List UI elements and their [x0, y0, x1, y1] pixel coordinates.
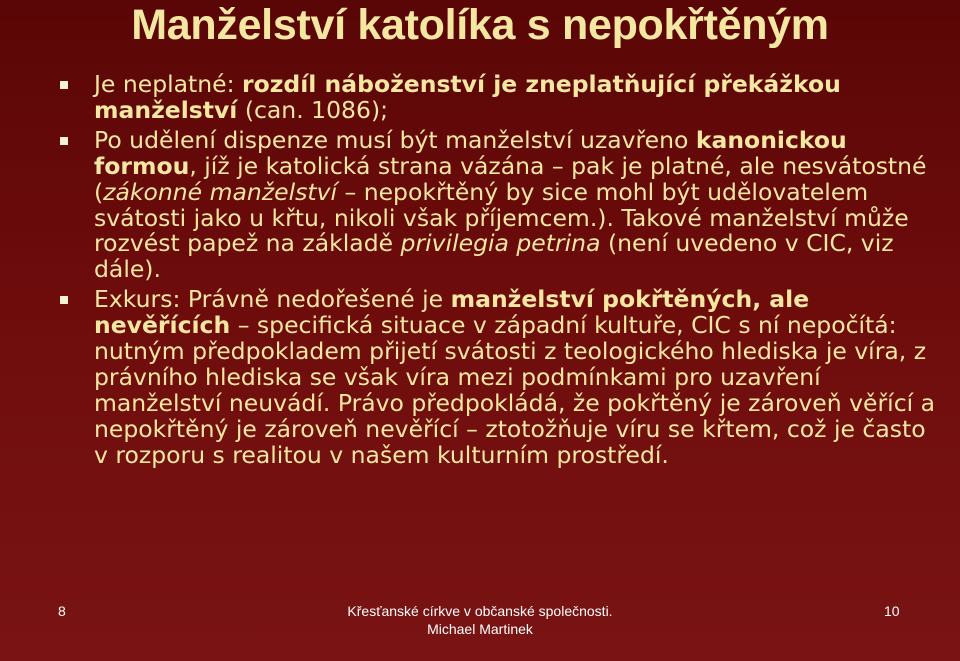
bullet-text-segment: (can. 1086); — [237, 95, 389, 124]
bullet-text-bold: manželství pokřtěných, ale nevěřících — [94, 285, 810, 340]
bullet-item — [58, 287, 938, 468]
slide-content — [58, 72, 938, 469]
slide-title: Manželství katolíka s nepokřtěným — [131, 1, 829, 49]
footer-course-title: Křesťanské církve v občanské společnosti. — [347, 603, 613, 619]
bullet-text-italic: zákonné manželství — [103, 177, 338, 206]
bullet-text-italic: privilegia petrina — [400, 229, 601, 258]
bullet-text-segment: Je neplatné: — [94, 70, 243, 98]
bullet-text-bold: rozdíl náboženství je zneplatňující překážkou manželství — [94, 70, 841, 124]
bullet-text-segment: – specifická situace v západní kultuře, CIC s ní nepočítá: nutným předpokladem přijetí svátosti z teologického hlediska je víra, z právního hlediska se však víra mezi podmínkami pro uzavření manželství neuvádí. Právo předpokládá, že pokřtěný je zároveň věřící a nepokřtěný je zároveň nevěřící – ztotožňuje víru se křtem, což je často v rozporu s realitou v našem kulturním prostředí. — [94, 311, 936, 469]
bullet-item — [58, 125, 938, 284]
bullet-text-segment: Po udělení dispenze musí být manželství uzavřeno — [94, 125, 696, 154]
bullet-square-icon — [60, 137, 68, 145]
bullet-text-segment: (není uvedeno v CIC, viz dále). — [94, 229, 894, 284]
bullet-text-segment: , jíž je katolická strana vázána – pak je platné, ale nesvátostné ( — [94, 151, 927, 206]
bullet-square-icon — [60, 296, 68, 304]
footer-author: Michael Martinek — [427, 621, 533, 637]
bullet-text-bold: kanonickou formou — [94, 125, 847, 180]
footer-caption — [280, 602, 680, 638]
bullet-square-icon — [60, 81, 68, 89]
slide-number-right: 10 — [884, 603, 900, 619]
bullet-item — [58, 72, 938, 124]
bullet-text-segment: – nepokřtěný by sice mohl být udělovatelem svátosti jako u křtu, nikoli však příjemcem.). Takové manželství může rozvést papež na základě — [94, 177, 909, 258]
bullet-text-segment: Exkurs: Právně nedořešené je — [94, 285, 451, 314]
slide-number-left: 8 — [58, 603, 66, 619]
